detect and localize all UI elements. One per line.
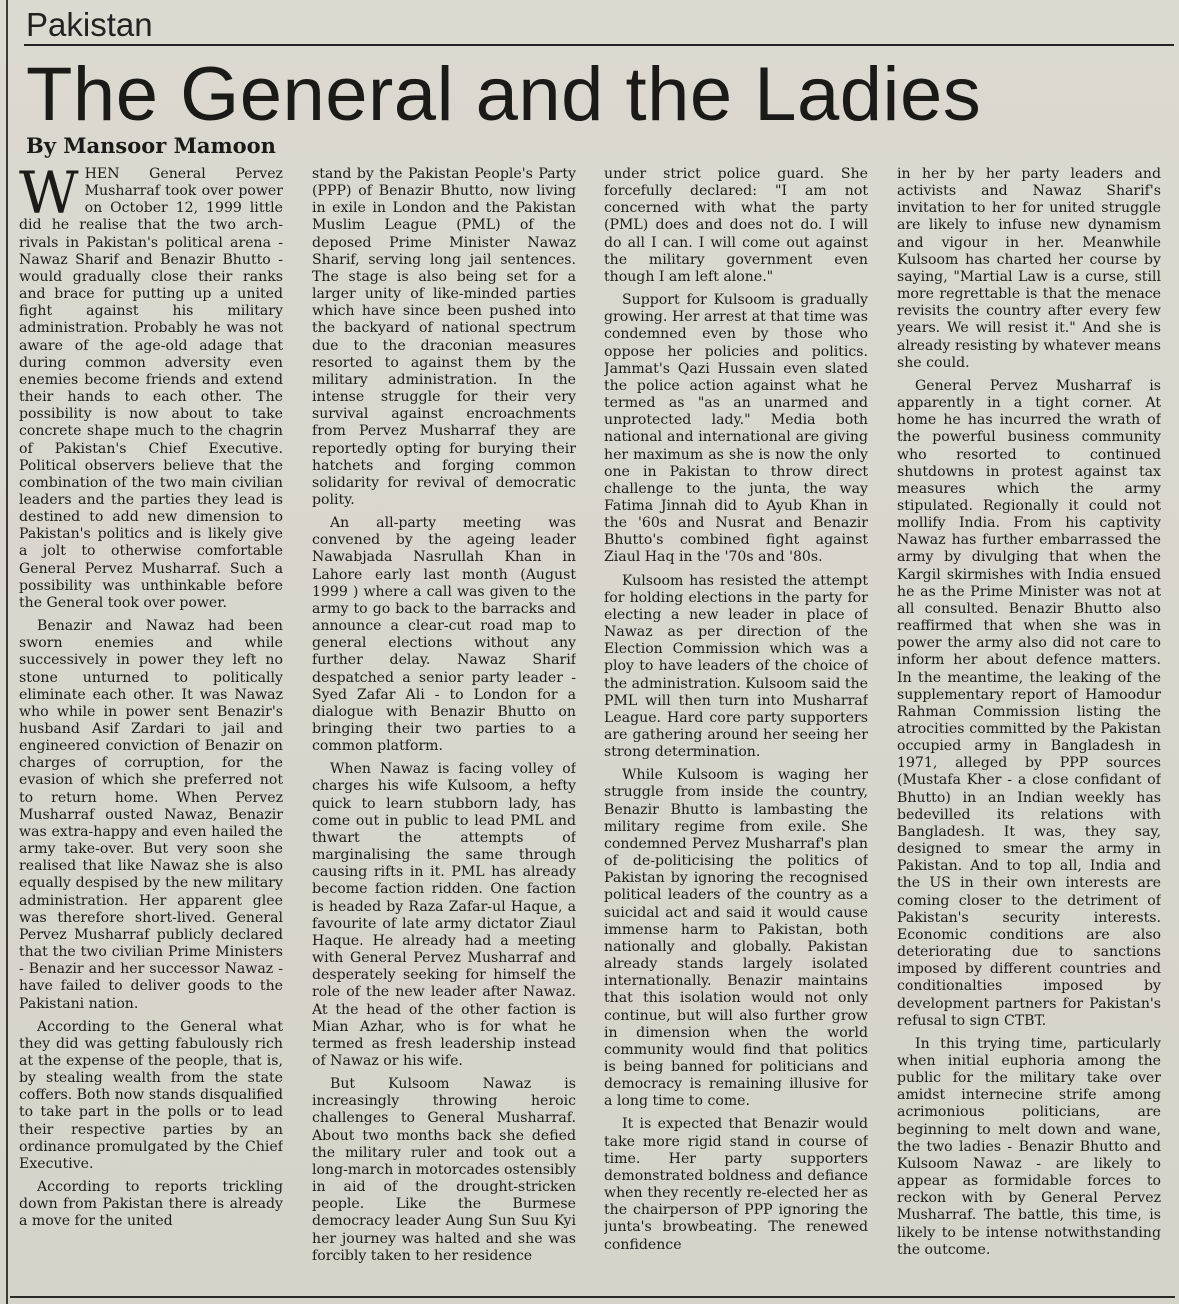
drop-cap: W xyxy=(19,166,79,227)
headline: The General and the Ladies xyxy=(26,52,982,137)
paragraph: Benazir and Nawaz had been sworn enemies and while successively in power they left no stone unturned to politically eliminate each other. It was Nawaz who while in power sent Benazir's husband Asif Zardari to jail and engineered conviction of Benazir on charges of corruption, for the evasion of which she preferred not to return home. When Pervez Musharraf ousted Nawaz, Benazir was extra-happy and even hailed the army take-over. But very soon she realised that like Nawaz she is also equally despised by the new military administration. Her apparent glee was therefore short-lived. General Pervez Musharraf publicly declared that the two civilian Prime Ministers - Benazir and her successor Nawaz - have failed to deliver goods to the Pakistani nation. xyxy=(19,618,283,1012)
paragraph: stand by the Pakistan People's Party (PPP) of Benazir Bhutto, now living in exile in London and the Pakistan Muslim League (PML) of the deposed Prime Minister Nawaz Sharif, serving long jail sentences. The stage is also being set for a larger unity of like-minded parties which have since been pushed into the backyard of national spectrum due to the draconian measures resorted to against them by the military administration. In the intense struggle for their very survival against encroachments from Pervez Musharraf they are reportedly opting for burying their hatchets and forging common solidarity for revival of democratic polity. xyxy=(312,166,576,508)
byline: By Mansoor Mamoon xyxy=(26,133,276,158)
paragraph: In this trying time, particularly when initial euphoria among the public for the military take over amidst internecine strife among acrimonious politicians, are beginning to melt down and wane, the two ladies - Benazir Bhutto and Kulsoom Nawaz - are likely to appear as formidable forces to reckon with by General Pervez Musharraf. The battle, this time, is likely to be intense notwithstanding the outcome. xyxy=(897,1035,1161,1258)
paragraph-text: HEN General Pervez Musharraf took over power on October 12, 1999 little did he realise that the two arch-rivals in Pakistan's political arena - Nawaz Sharif and Benazir Bhutto - would gradually close their ranks and brace for putting up a united fight against his military administration. Probably he was not aware of the age-old adage that during common adversity even enemies become friends and extend their hands to each other. The possibility is now about to take concrete shape much to the chagrin of Pakistan's Chief Executive. Political observers believe that the combination of the two main civilian leaders and the parties they lead is destined to add new dimension to Pakistan's politics and is likely give a jolt to otherwise comfortable General Pervez Musharraf. Such a possibility was unthinkable before the General took over power. xyxy=(19,166,283,611)
paragraph: While Kulsoom is waging her struggle from inside the country, Benazir Bhutto is lambasting the military regime from exile. She condemned Pervez Musharraf's plan of de-politicising the politics of Pakistan by ignoring the recognised political leaders of the country as a suicidal act and said it would cause immense harm to Pakistan, both nationally and globally. Pakistan already stands largely isolated internationally. Benazir maintains that this isolation would not only continue, but will also further grow in dimension when the world community would find that politics is being banned for politicians and democracy is remaining illusive for a long time to come. xyxy=(604,767,868,1110)
paragraph: General Pervez Musharraf is apparently in a tight corner. At home he has incurred the wrath of the powerful business community who resorted to continued shutdowns in protest against tax measures which the army stipulated. Regionally it could not mollify India. From his captivity Nawaz has further embarrassed the army by divulging that when the Kargil skirmishes with India ensued he as the Prime Minister was not at all consulted. Benazir Bhutto also reaffirmed that when she was in power the army also did not care to inform her about defence matters. In the meantime, the leaking of the supplementary report of Hamoodur Rahman Commission listing the atrocities committed by the Pakistan occupied army in Bangladesh in 1971, alleged by PPP sources (Mustafa Kher - a close confidant of Bhutto) in an Indian weekly has bedevilled its relations with Bangladesh. It was, they say, designed to smear the army in Pakistan. And to top all, India and the US in their own interests are coming closer to the detriment of Pakistan's security interests. Economic conditions are also deteriorating due to sanctions imposed by different countries and conditionalties imposed by development partners for Pakistan's refusal to sign CTBT. xyxy=(897,377,1161,1029)
paragraph: in her by her party leaders and activists and Nawaz Sharif's invitation to her for united struggle are likely to infuse new dynamism and vigour in her. Meanwhile Kulsoom has charted her course by saying, "Martial Law is a curse, still more regrettable is that the menace revisits the country after every few years. We will resist it." And she is already resisting by whatever means she could. xyxy=(897,166,1161,371)
paragraph: It is expected that Benazir would take more rigid stand in course of time. Her party supporters demonstrated boldness and defiance when they recently re-elected her as the chairperson of PPP ignoring the junta's browbeating. The renewed confidence xyxy=(604,1116,868,1253)
paragraph: Support for Kulsoom is gradually growing. Her arrest at that time was condemned even by those who oppose her policies and politics. Jammat's Qazi Hussain even slated the police action against what he termed as "as an unarmed and unprotected lady." Media both national and international are giving her maximum as she is now the only one in Pakistan to throw direct challenge to the junta, the way Fatima Jinnah did to Ayub Khan in the '60s and Nusrat and Benazir Bhutto's combined fight against Ziaul Haq in the '70s and '80s. xyxy=(604,292,868,566)
article-column-4 xyxy=(897,166,1161,1291)
article-column-2 xyxy=(312,166,576,1291)
article-column-3 xyxy=(604,166,868,1291)
paragraph: Kulsoom has resisted the attempt for holding elections in the party for electing a new leader in place of Nawaz as per direction of the Election Commission which was a ploy to have leaders of the choice of the administration. Kulsoom said the PML will then turn into Musharraf League. Hard core party supporters are gathering around her seeing her strong determination. xyxy=(604,572,868,761)
paragraph: According to reports trickling down from Pakistan there is already a move for the united xyxy=(19,1179,283,1230)
paragraph: An all-party meeting was convened by the ageing leader Nawabjada Nasrullah Khan in Lahore early last month (August 1999 ) where a call was given to the army to go back to the barracks and announce a clear-cut road map to general elections without any further delay. Nawaz Sharif despatched a senior party leader - Syed Zafar Ali - to London for a dialogue with Benazir Bhutto on bringing their two parties to a common platform. xyxy=(312,515,576,755)
section-divider xyxy=(24,44,1174,46)
left-margin-rule xyxy=(6,0,8,1304)
paragraph xyxy=(19,166,283,612)
paragraph: But Kulsoom Nawaz is increasingly throwing heroic challenges to General Musharraf. About two months back she defied the military ruler and took out a long-march in motorcades ostensibly in aid of the drought-stricken people. Like the Burmese democracy leader Aung Sun Suu Kyi her journey was halted and she was forcibly taken to her residence xyxy=(312,1076,576,1264)
section-label: Pakistan xyxy=(26,6,153,43)
paragraph: When Nawaz is facing volley of charges his wife Kulsoom, a hefty quick to learn stubborn lady, has come out in public to lead PML and thwart the attempts of marginalising the same through causing rifts in it. PML has already become faction ridden. One faction is headed by Raza Zafar-ul Haque, a favourite of late army dictator Ziaul Haque. He already had a meeting with General Pervez Musharraf and desperately seeking for himself the role of the new leader after Nawaz. At the head of the other faction is Mian Azhar, who is for what he termed as fresh leadership instead of Nawaz or his wife. xyxy=(312,761,576,1069)
paragraph: According to the General what they did was getting fabulously rich at the expense of the people, that is, by stealing wealth from the state coffers. Both now stands disqualified to take part in the polls or to lead their respective parties by an ordinance promulgated by the Chief Executive. xyxy=(19,1018,283,1172)
bottom-rule xyxy=(10,1296,1175,1298)
paragraph: under strict police guard. She forcefully declared: "I am not concerned with what the party (PML) does and does not do. I will do all I can. I will come out against the military government even though I am left alone." xyxy=(604,166,868,285)
article-column-1 xyxy=(19,166,283,1291)
